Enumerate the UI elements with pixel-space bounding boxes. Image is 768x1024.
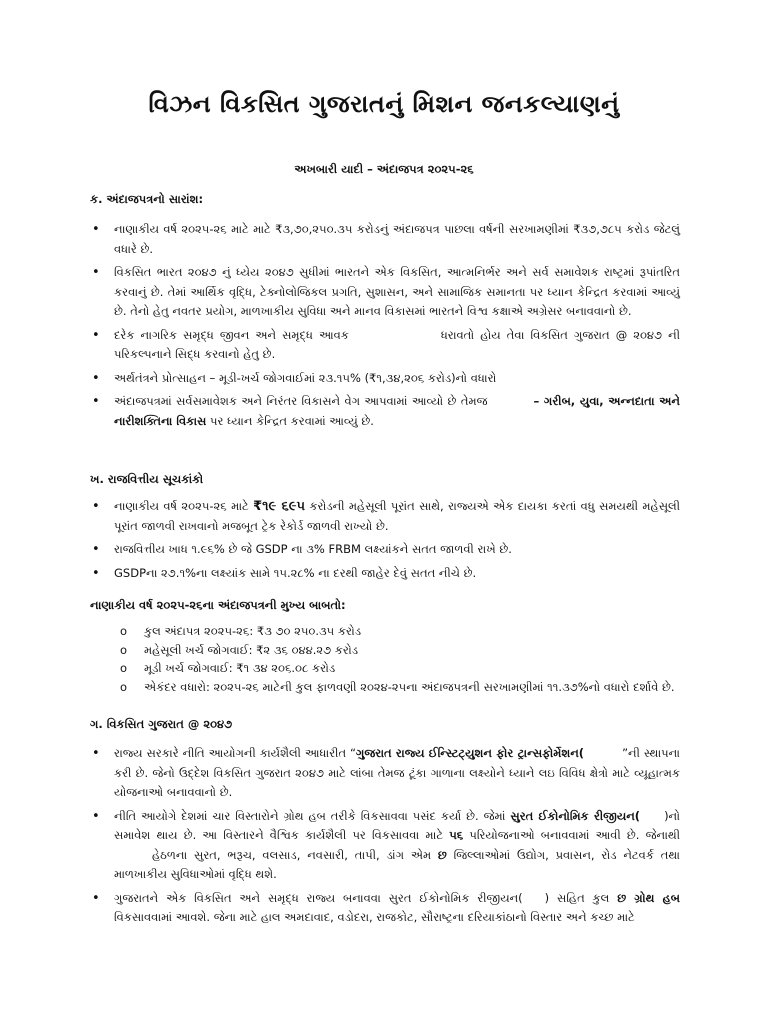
list-item: • ગુજરાતને એક વિકસિત અને સમૃદ્ધ રાજ્ય બનાવવા સુરત ઈકોનોમિક રીજીયન( ) સહિત કુલ છ ગ્રોથ હબ વિકસાવવામાં આવશે. જેના માટે હાલ અમદાવાદ, વડોદરા, રાજકોટ, સૌરાષ્ટ્રના દરિયાકાંઠાનો વિસ્તાર અને કચ્છ માટે [90, 889, 680, 928]
list-item: • GSDPના ૨૭.૧%ના લક્ષ્યાંક સામે ૧૫.૨૮% ના દરથી જાહેર દેવું સતત નીચે છે. [90, 564, 680, 584]
list-item: • નાણાકીય વર્ષ ૨૦૨૫-૨૬ માટે માટે ₹૩,૭૦,૨૫૦.૩૫ કરોડનું અંદાજપત્ર પાછલા વર્ષની સરખામણીમાં ₹૩૭,૭૮૫ કરોડ જેટલું વધારે છે. [90, 220, 680, 259]
list-item: o કુલ અંદાપત્ર ૨૦૨૫-૨૬: ₹૩ ૭૦ ૨૫૦.૩૫ કરોડ [118, 623, 680, 641]
document-title: વિઝન વિકસિત ગુજરાતનું મિશન જનકલ્યાણનું [148, 90, 620, 118]
list-item: • નાણાકીય વર્ષ ૨૦૨૫-૨૬ માટે ₹૧૯ ૬૯૫ કરોડની મહેસૂલી પૂરાંત સાથે, રાજ્યએ એક દાયકા કરતાં વધુ સમયથી મહેસૂલી પૂરાંત જાળવી રાખવાનો મજબૂત ટ્રેક રેકોર્ડ જાળવી રાખ્યો છે. [90, 497, 680, 536]
section-heading-viksit-gujarat-2047: ગ. વિકસિત ગુજરાત @ ૨૦૪૭ [90, 717, 233, 731]
list-item: • અર્થતંત્રને પ્રોત્સાહન – મૂડી-ખર્ચ જોગવાઈમાં ૨૩.૧૫% (₹૧,૩૪,૨૦૬ કરોડ)નો વધારો [90, 369, 680, 389]
list-item: • રાજવિત્તીય ખાધ ૧.૯૬% છે જે GSDP ના ૩% FRBM લક્ષ્યાંકને સતત જાળવી રાખે છે. [90, 540, 680, 560]
list-item: • નીતિ આયોગે દેશમાં ચાર વિસ્તારોને ગ્રોથ હબ તરીકે વિકસાવવા પસંદ કર્યા છે. જેમાં સુરત ઈકોનોમિક રીજીયન( )નો સમાવેશ થાય છે. આ વિસ્તારને વૈશ્વિક કાર્યશૈલી પર વિકસાવવા માટે ૫૬ પરિયોજનાઓ બનાવવામાં આવી છે. જેનાથીહેઠળના સુરત, ભરૂચ, વલસાડ, નવસારી, તાપી, ડાંગ એમ છ જિલ્લાઓમાં ઉદ્યોગ, પ્રવાસન, રોડ નેટવર્ક તથા માળખાકીય સુવિધાઓમાં વૃદ્ધિ થશે. [90, 807, 680, 885]
viksit-gujarat-list [90, 744, 680, 932]
list-item: • વિકસિત ભારત ૨૦૪૭ નું ધ્યેય ૨૦૪૭ સુધીમાં ભારતને એક વિકસિત, આત્મનિર્ભર અને સર્વ સમાવેશક રાષ્ટ્રમાં રૂપાંતરિત કરવાનું છે. તેમાં આર્થિક વૃદ્ધિ, ટેક્નોલોજિકલ પ્રગતિ, સુશાસન, અને સામાજિક સમાનતા પર ધ્યાન કેન્દ્રિત કરવામાં આવ્યું છે. તેનો હેતુ નવતર પ્રયોગ, માળખાકીય સુવિધા અને માનવ વિકાસમાં ભારતને વિશ્વ કક્ષાએ અગ્રેસર બનાવવાનો છે. [90, 263, 680, 322]
list-item: o મૂડી ખર્ચ જોગવાઈ: ₹૧ ૩૪ ૨૦૬.૦૮ કરોડ [118, 660, 680, 678]
list-item: • દરેક નાગરિક સમૃદ્ધ જીવન અને સમૃદ્ધ આવક ધરાવતો હોય તેવા વિકસિત ગુજરાત @ ૨૦૪૭ ની પરિકલ્પનાને સિદ્ધ કરવાનો હેતુ છે. [90, 326, 680, 365]
section-heading-budget-summary: ક. અંદાજપત્રનો સારાંશ: [90, 192, 204, 206]
press-release-subtitle: અખબારી યાદી – અંદાજપત્ર ૨૦૨૫-૨૬ [294, 162, 474, 176]
budget-highlights-list [118, 623, 680, 697]
list-item: • રાજ્ય સરકારે નીતિ આયોગની કાર્યશૈલી આધારીત “ગુજરાત રાજ્ય ઈન્સ્ટિટ્યુશન ફોર ટ્રાન્સફોર્મેશન( ”ની સ્થાપના કરી છે. જેનો ઉદ્દેશ વિકસિત ગુજરાત ૨૦૪૭ માટે લાંબા તેમજ ટૂંકા ગાળાના લક્ષ્યોને ધ્યાને લઇ વિવિધ ક્ષેત્રો માટે વ્યૂહાત્મક યોજનાઓ બનાવવાનો છે. [90, 744, 680, 803]
fiscal-indicators-list [90, 497, 680, 587]
section-heading-fiscal-indicators: ખ. રાજવિત્તીય સૂચકાંકો [90, 472, 204, 486]
section-heading-budget-highlights: નાણાકીય વર્ષ ૨૦૨૫-૨૬ના અંદાજપત્રની મુખ્ય બાબતો: [90, 598, 346, 612]
list-item: o એકંદર વધારો: ૨૦૨૫-૨૬ માટેની કુલ ફાળવણી ૨૦૨૪-૨૫ના અંદાજપત્રની સરખામણીમાં ૧૧.૩૭%નો વધારો દર્શાવે છે. [118, 679, 680, 697]
list-item: • અંદાજપત્રમાં સર્વસમાવેશક અને નિરંતર વિકાસને વેગ આપવામાં આવ્યો છે તેમજ – ગરીબ, યુવા, અન્નદાતા અને નારીશક્તિના વિકાસ પર ધ્યાન કેન્દ્રિત કરવામાં આવ્યું છે. [90, 392, 680, 431]
budget-summary-list [90, 220, 680, 435]
list-item: o મહેસૂલી ખર્ચ જોગવાઈ: ₹૨ ૩૬ ૦૪૪.૨૭ કરોડ [118, 642, 680, 660]
